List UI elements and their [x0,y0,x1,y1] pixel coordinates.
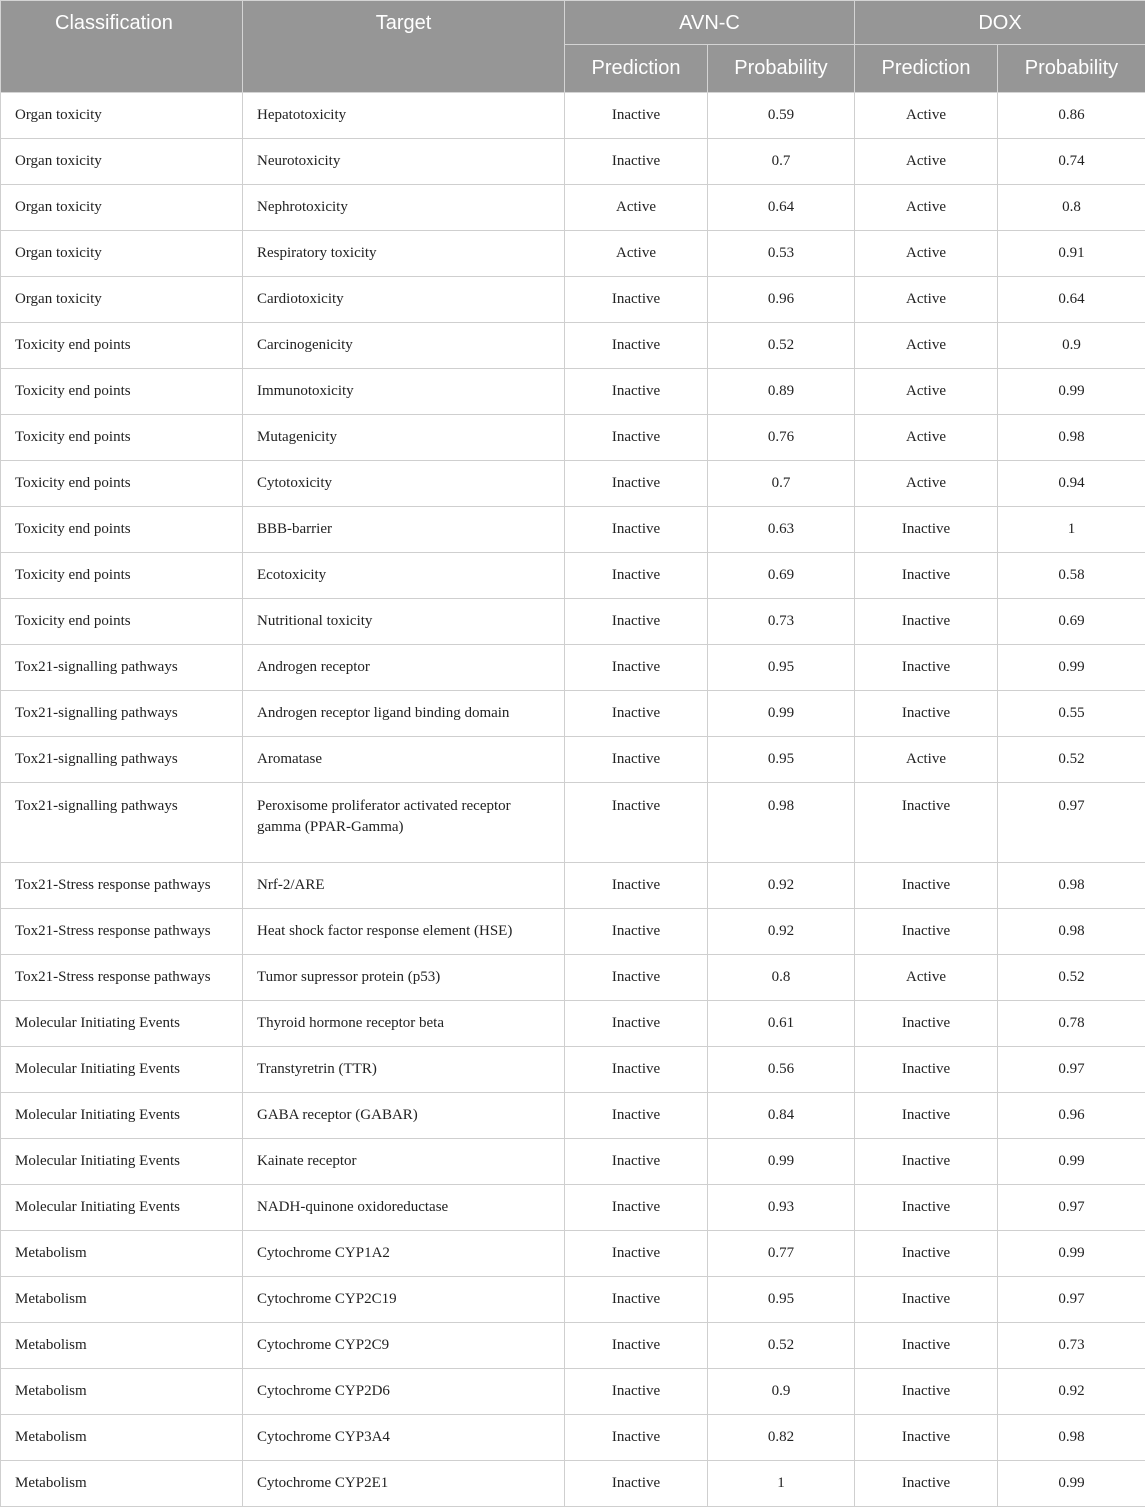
cell-dox-probability: 0.97 [998,783,1145,863]
cell-avn-prediction: Inactive [565,323,708,369]
cell-target: Androgen receptor [243,645,565,691]
cell-avn-probability: 0.92 [708,863,855,909]
cell-dox-probability: 0.97 [998,1185,1145,1231]
cell-dox-probability: 0.91 [998,231,1145,277]
cell-dox-prediction: Inactive [855,1047,998,1093]
cell-dox-probability: 1 [998,507,1145,553]
cell-dox-prediction: Inactive [855,1093,998,1139]
table-row [1,369,1145,415]
cell-avn-probability: 0.53 [708,231,855,277]
cell-avn-probability: 0.96 [708,277,855,323]
cell-classification: Molecular Initiating Events [1,1139,243,1185]
cell-dox-probability: 0.55 [998,691,1145,737]
cell-dox-probability: 0.99 [998,1139,1145,1185]
cell-dox-probability: 0.52 [998,737,1145,783]
cell-dox-prediction: Inactive [855,1369,998,1415]
cell-target: Peroxisome proliferator activated receptor gamma (PPAR-Gamma) [243,783,565,863]
cell-avn-probability: 0.98 [708,783,855,863]
cell-avn-probability: 0.8 [708,955,855,1001]
cell-dox-prediction: Inactive [855,1461,998,1507]
cell-target: Transtyretrin (TTR) [243,1047,565,1093]
cell-target: GABA receptor (GABAR) [243,1093,565,1139]
table-row [1,645,1145,691]
table-row [1,1231,1145,1277]
cell-target: Tumor supressor protein (p53) [243,955,565,1001]
cell-target: Androgen receptor ligand binding domain [243,691,565,737]
cell-dox-prediction: Inactive [855,691,998,737]
cell-avn-prediction: Inactive [565,645,708,691]
cell-avn-probability: 0.63 [708,507,855,553]
cell-avn-probability: 0.9 [708,1369,855,1415]
table-row [1,1461,1145,1507]
cell-avn-probability: 0.99 [708,1139,855,1185]
cell-classification: Organ toxicity [1,93,243,139]
cell-classification: Molecular Initiating Events [1,1093,243,1139]
header-avn-c: AVN-C [565,1,855,45]
header-classification: Classification [1,1,243,93]
cell-target: Nephrotoxicity [243,185,565,231]
cell-avn-probability: 0.64 [708,185,855,231]
cell-classification: Molecular Initiating Events [1,1185,243,1231]
cell-dox-probability: 0.99 [998,645,1145,691]
cell-dox-prediction: Active [855,231,998,277]
cell-avn-probability: 0.84 [708,1093,855,1139]
cell-dox-prediction: Inactive [855,645,998,691]
cell-dox-prediction: Inactive [855,909,998,955]
cell-avn-probability: 0.76 [708,415,855,461]
cell-avn-probability: 0.89 [708,369,855,415]
cell-dox-probability: 0.92 [998,1369,1145,1415]
cell-dox-prediction: Inactive [855,1185,998,1231]
cell-avn-prediction: Inactive [565,1415,708,1461]
cell-classification: Molecular Initiating Events [1,1001,243,1047]
cell-avn-prediction: Inactive [565,93,708,139]
cell-avn-prediction: Inactive [565,1185,708,1231]
header-avn-probability: Probability [708,45,855,93]
cell-avn-probability: 0.95 [708,737,855,783]
cell-avn-prediction: Inactive [565,909,708,955]
cell-classification: Toxicity end points [1,415,243,461]
cell-target: Carcinogenicity [243,323,565,369]
table-row [1,691,1145,737]
cell-dox-prediction: Active [855,277,998,323]
table-row [1,1139,1145,1185]
cell-avn-prediction: Inactive [565,553,708,599]
cell-classification: Toxicity end points [1,369,243,415]
cell-avn-prediction: Inactive [565,1323,708,1369]
cell-avn-prediction: Inactive [565,1047,708,1093]
cell-avn-prediction: Inactive [565,863,708,909]
cell-classification: Tox21-Stress response pathways [1,863,243,909]
table-row [1,507,1145,553]
table-row [1,553,1145,599]
cell-avn-prediction: Inactive [565,1231,708,1277]
table-row [1,1323,1145,1369]
table-row [1,1047,1145,1093]
cell-target: Nrf-2/ARE [243,863,565,909]
table-row [1,1277,1145,1323]
table-row [1,139,1145,185]
cell-target: Aromatase [243,737,565,783]
header-dox-prediction: Prediction [855,45,998,93]
cell-target: Mutagenicity [243,415,565,461]
header-row-top [1,1,1145,45]
cell-avn-prediction: Inactive [565,461,708,507]
cell-dox-probability: 0.58 [998,553,1145,599]
cell-avn-probability: 0.73 [708,599,855,645]
cell-dox-prediction: Inactive [855,599,998,645]
cell-dox-probability: 0.78 [998,1001,1145,1047]
cell-avn-probability: 0.59 [708,93,855,139]
cell-avn-prediction: Inactive [565,955,708,1001]
cell-dox-prediction: Active [855,323,998,369]
cell-avn-prediction: Inactive [565,1369,708,1415]
cell-target: BBB-barrier [243,507,565,553]
table-row [1,1369,1145,1415]
cell-dox-prediction: Inactive [855,1277,998,1323]
cell-classification: Toxicity end points [1,553,243,599]
cell-dox-probability: 0.94 [998,461,1145,507]
cell-classification: Tox21-signalling pathways [1,783,243,863]
cell-dox-probability: 0.64 [998,277,1145,323]
cell-classification: Tox21-signalling pathways [1,645,243,691]
cell-target: Cytochrome CYP3A4 [243,1415,565,1461]
cell-classification: Toxicity end points [1,323,243,369]
cell-classification: Tox21-Stress response pathways [1,955,243,1001]
cell-target: Hepatotoxicity [243,93,565,139]
cell-avn-probability: 0.92 [708,909,855,955]
cell-avn-probability: 0.93 [708,1185,855,1231]
table-row [1,185,1145,231]
cell-classification: Metabolism [1,1323,243,1369]
cell-avn-probability: 0.61 [708,1001,855,1047]
cell-avn-probability: 0.52 [708,323,855,369]
cell-dox-probability: 0.69 [998,599,1145,645]
cell-dox-probability: 0.98 [998,415,1145,461]
cell-avn-prediction: Inactive [565,507,708,553]
cell-dox-prediction: Active [855,737,998,783]
cell-target: Cytotoxicity [243,461,565,507]
cell-target: Cytochrome CYP2C19 [243,1277,565,1323]
cell-classification: Molecular Initiating Events [1,1047,243,1093]
cell-dox-probability: 0.86 [998,93,1145,139]
table-row [1,1185,1145,1231]
table-row [1,323,1145,369]
cell-dox-prediction: Active [855,93,998,139]
cell-avn-probability: 0.52 [708,1323,855,1369]
cell-target: Nutritional toxicity [243,599,565,645]
cell-dox-prediction: Inactive [855,1415,998,1461]
table-row [1,737,1145,783]
table-row [1,599,1145,645]
cell-avn-probability: 0.56 [708,1047,855,1093]
cell-dox-prediction: Inactive [855,783,998,863]
table-row [1,1001,1145,1047]
header-dox: DOX [855,1,1145,45]
cell-target: Heat shock factor response element (HSE) [243,909,565,955]
cell-dox-prediction: Active [855,185,998,231]
cell-classification: Tox21-signalling pathways [1,737,243,783]
table-body [1,93,1145,1507]
cell-classification: Metabolism [1,1461,243,1507]
cell-dox-probability: 0.99 [998,1231,1145,1277]
cell-classification: Metabolism [1,1415,243,1461]
cell-target: Cytochrome CYP2D6 [243,1369,565,1415]
cell-target: Ecotoxicity [243,553,565,599]
cell-dox-prediction: Active [855,461,998,507]
table-row [1,955,1145,1001]
cell-dox-probability: 0.99 [998,1461,1145,1507]
cell-avn-prediction: Inactive [565,369,708,415]
cell-avn-prediction: Inactive [565,783,708,863]
cell-dox-probability: 0.9 [998,323,1145,369]
cell-target: Cytochrome CYP2C9 [243,1323,565,1369]
table-header [1,1,1145,93]
cell-dox-probability: 0.8 [998,185,1145,231]
cell-dox-prediction: Inactive [855,507,998,553]
cell-dox-probability: 0.98 [998,863,1145,909]
cell-avn-prediction: Inactive [565,277,708,323]
cell-target: Cardiotoxicity [243,277,565,323]
table-row [1,93,1145,139]
cell-avn-prediction: Inactive [565,737,708,783]
cell-avn-probability: 0.77 [708,1231,855,1277]
cell-avn-prediction: Active [565,231,708,277]
cell-avn-prediction: Inactive [565,139,708,185]
cell-target: Neurotoxicity [243,139,565,185]
cell-dox-prediction: Inactive [855,1231,998,1277]
cell-avn-probability: 0.7 [708,461,855,507]
cell-dox-probability: 0.97 [998,1047,1145,1093]
cell-avn-prediction: Active [565,185,708,231]
cell-dox-probability: 0.99 [998,369,1145,415]
cell-target: Respiratory toxicity [243,231,565,277]
table-row [1,783,1145,863]
cell-dox-prediction: Inactive [855,1139,998,1185]
cell-classification: Metabolism [1,1231,243,1277]
cell-avn-probability: 0.7 [708,139,855,185]
cell-dox-probability: 0.74 [998,139,1145,185]
cell-avn-prediction: Inactive [565,599,708,645]
cell-classification: Metabolism [1,1277,243,1323]
cell-target: Cytochrome CYP1A2 [243,1231,565,1277]
cell-dox-prediction: Inactive [855,1323,998,1369]
cell-avn-prediction: Inactive [565,1139,708,1185]
cell-dox-probability: 0.96 [998,1093,1145,1139]
cell-dox-probability: 0.52 [998,955,1145,1001]
cell-dox-prediction: Inactive [855,553,998,599]
cell-classification: Tox21-Stress response pathways [1,909,243,955]
cell-classification: Toxicity end points [1,599,243,645]
cell-avn-prediction: Inactive [565,1277,708,1323]
cell-avn-prediction: Inactive [565,1001,708,1047]
cell-dox-prediction: Active [855,415,998,461]
cell-avn-prediction: Inactive [565,1093,708,1139]
table-row [1,1415,1145,1461]
cell-target: Kainate receptor [243,1139,565,1185]
cell-avn-probability: 0.69 [708,553,855,599]
cell-dox-prediction: Active [855,369,998,415]
cell-avn-prediction: Inactive [565,1461,708,1507]
cell-target: Thyroid hormone receptor beta [243,1001,565,1047]
table-row [1,277,1145,323]
table-row [1,415,1145,461]
table-row [1,461,1145,507]
cell-dox-probability: 0.98 [998,1415,1145,1461]
cell-classification: Organ toxicity [1,139,243,185]
cell-classification: Organ toxicity [1,231,243,277]
cell-dox-probability: 0.73 [998,1323,1145,1369]
cell-dox-prediction: Active [855,139,998,185]
cell-avn-probability: 0.99 [708,691,855,737]
cell-avn-probability: 0.95 [708,1277,855,1323]
cell-target: Cytochrome CYP2E1 [243,1461,565,1507]
cell-target: NADH-quinone oxidoreductase [243,1185,565,1231]
cell-dox-probability: 0.98 [998,909,1145,955]
header-target: Target [243,1,565,93]
cell-classification: Toxicity end points [1,461,243,507]
cell-avn-probability: 0.82 [708,1415,855,1461]
cell-classification: Tox21-signalling pathways [1,691,243,737]
cell-dox-probability: 0.97 [998,1277,1145,1323]
cell-avn-probability: 0.95 [708,645,855,691]
table-row [1,909,1145,955]
cell-classification: Organ toxicity [1,185,243,231]
cell-avn-probability: 1 [708,1461,855,1507]
cell-avn-prediction: Inactive [565,415,708,461]
table-row [1,231,1145,277]
cell-target: Immunotoxicity [243,369,565,415]
cell-dox-prediction: Active [855,955,998,1001]
cell-classification: Organ toxicity [1,277,243,323]
cell-classification: Metabolism [1,1369,243,1415]
header-avn-prediction: Prediction [565,45,708,93]
cell-dox-prediction: Inactive [855,863,998,909]
cell-dox-prediction: Inactive [855,1001,998,1047]
table-row [1,863,1145,909]
cell-avn-prediction: Inactive [565,691,708,737]
cell-classification: Toxicity end points [1,507,243,553]
header-dox-probability: Probability [998,45,1145,93]
table-row [1,1093,1145,1139]
